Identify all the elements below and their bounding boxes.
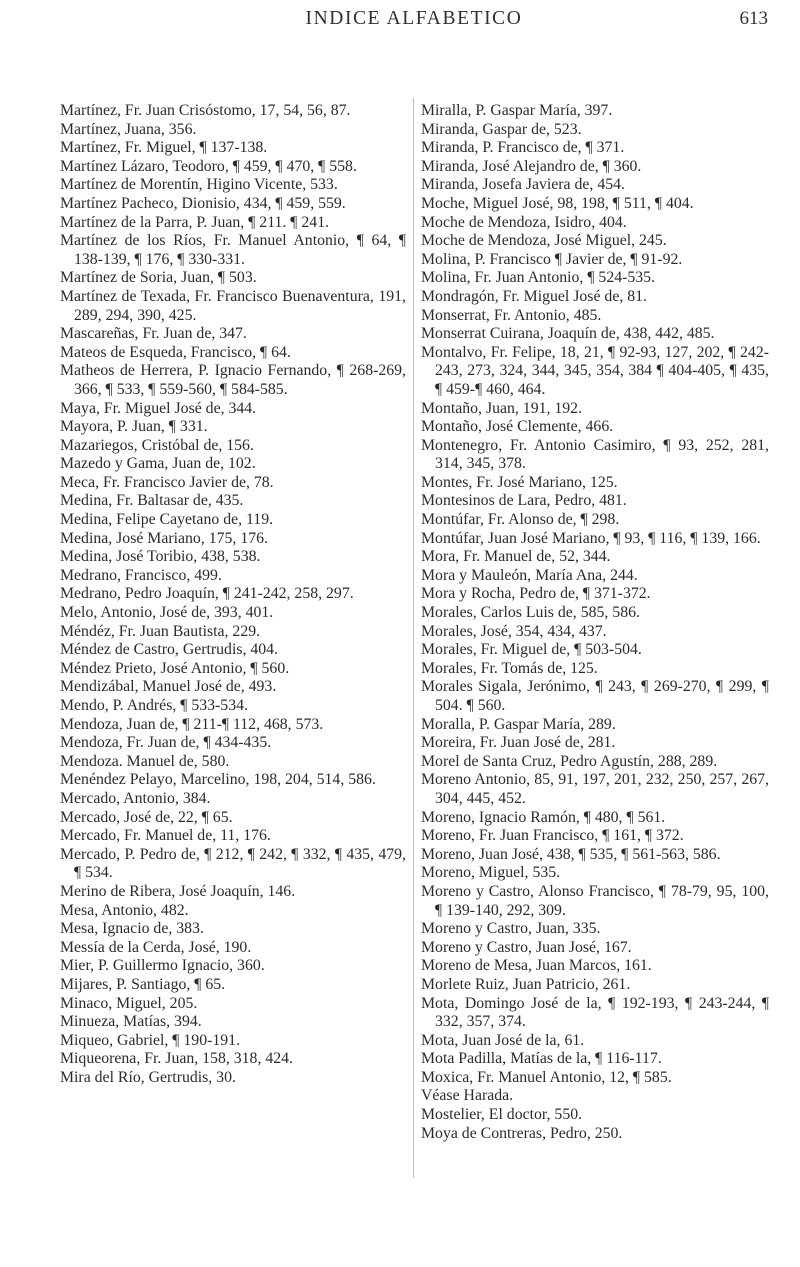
index-entry: Montúfar, Juan José Mariano, ¶ 93, ¶ 116, ¶ 139, 166.	[421, 529, 761, 547]
index-entry: Moxica, Fr. Manuel Antonio, 12, ¶ 585.	[421, 1068, 672, 1086]
index-entry: Moreno de Mesa, Juan Marcos, 161.	[421, 957, 652, 975]
index-entry: Moya de Contreras, Pedro, 250.	[421, 1124, 623, 1142]
index-entry: Moreira, Fr. Juan José de, 281.	[421, 734, 616, 752]
index-entry: Mora y Rocha, Pedro de, ¶ 371-372.	[421, 585, 651, 603]
index-entry: Martínez, Fr. Miguel, ¶ 137-138.	[60, 139, 268, 157]
index-entry: Montenegro, Fr. Antonio Casimiro, ¶ 93, 252, 281, 314, 345, 378.	[421, 436, 769, 473]
index-entry: Moche de Mendoza, José Miguel, 245.	[421, 232, 667, 250]
index-entry: Monserrat, Fr. Antonio, 485.	[421, 306, 602, 324]
index-entry: Mondragón, Fr. Miguel José de, 81.	[421, 287, 647, 305]
index-entry: Martínez de Texada, Fr. Francisco Buenaventura, 191, 289, 294, 390, 425.	[60, 287, 406, 324]
index-entry: Morales, Fr. Tomás de, 125.	[421, 659, 598, 677]
index-entry: Mascareñas, Fr. Juan de, 347.	[60, 325, 247, 343]
index-entry: Mira del Río, Gertrudis, 30.	[60, 1068, 236, 1086]
index-entry: Mayora, P. Juan, ¶ 331.	[60, 418, 208, 436]
index-entry: Miralla, P. Gaspar María, 397.	[421, 102, 613, 119]
index-entry: Miqueo, Gabriel, ¶ 190-191.	[60, 1031, 241, 1049]
index-column-right	[421, 102, 769, 1143]
index-entry: Mercado, José de, 22, ¶ 65.	[60, 808, 233, 826]
index-entry: Mota, Juan José de la, 61.	[421, 1031, 585, 1049]
index-entry: Mier, P. Guillermo Ignacio, 360.	[60, 957, 265, 975]
index-entry: Minaco, Miguel, 205.	[60, 994, 198, 1012]
index-entry: Martínez de los Ríos, Fr. Manuel Antonio, ¶ 64, ¶ 138-139, ¶ 176, ¶ 330-331.	[60, 232, 406, 268]
index-entry: Montesinos de Lara, Pedro, 481.	[421, 492, 627, 510]
index-entry: Medina, José Toribio, 438, 538.	[60, 548, 261, 566]
index-entry: Montes, Fr. José Mariano, 125.	[421, 473, 618, 491]
index-entry: Miranda, Josefa Javiera de, 454.	[421, 176, 625, 194]
index-entry: Medrano, Francisco, 499.	[60, 566, 222, 584]
index-entry: Menéndez Pelayo, Marcelino, 198, 204, 514, 586.	[60, 771, 376, 789]
index-entry: Mesa, Antonio, 482.	[60, 901, 189, 919]
running-title: INDICE ALFABETICO	[305, 8, 523, 29]
index-entry: Molina, Fr. Juan Antonio, ¶ 524-535.	[421, 269, 656, 287]
index-entry: Martínez de la Parra, P. Juan, ¶ 211. ¶ 241.	[60, 213, 330, 231]
index-entry: Mazedo y Gama, Juan de, 102.	[60, 455, 256, 473]
index-entry: Moreno y Castro, Alonso Francisco, ¶ 78-79, 95, 100, ¶ 139-140, 292, 309.	[421, 882, 769, 919]
index-entry: Martínez de Soria, Juan, ¶ 503.	[60, 269, 257, 287]
index-entry: Martínez, Juana, 356.	[60, 120, 197, 138]
index-entry: Mendoza. Manuel de, 580.	[60, 752, 230, 770]
index-entry: Moreno, Miguel, 535.	[421, 864, 561, 882]
index-entry: Mazariegos, Cristóbal de, 156.	[60, 436, 254, 454]
index-entry: Merino de Ribera, José Joaquín, 146.	[60, 882, 296, 900]
index-entry: Medina, Felipe Cayetano de, 119.	[60, 511, 274, 529]
index-entry: Moreno, Fr. Juan Francisco, ¶ 161, ¶ 372.	[421, 827, 684, 845]
index-entry: Moche de Mendoza, Isidro, 404.	[421, 213, 627, 231]
index-entry: Morel de Santa Cruz, Pedro Agustín, 288, 289.	[421, 752, 718, 770]
index-column-left	[60, 102, 406, 1087]
index-entry: Monserrat Cuirana, Joaquín de, 438, 442, 485.	[421, 325, 715, 343]
index-entry: Moche, Miguel José, 98, 198, ¶ 511, ¶ 404.	[421, 194, 694, 212]
index-entry: Mesa, Ignacio de, 383.	[60, 920, 204, 938]
index-entry: Miranda, Gaspar de, 523.	[421, 120, 582, 138]
index-entry: Miranda, P. Francisco de, ¶ 371.	[421, 139, 625, 157]
page-header	[60, 8, 768, 48]
index-entry: Moralla, P. Gaspar María, 289.	[421, 715, 616, 733]
index-entry: Mendizábal, Manuel José de, 493.	[60, 678, 277, 696]
index-entry: Montúfar, Fr. Alonso de, ¶ 298.	[421, 511, 620, 529]
index-entry: Mora y Mauleón, María Ana, 244.	[421, 566, 638, 584]
index-entry: Morales, José, 354, 434, 437.	[421, 622, 607, 640]
index-entry: Montaño, José Clemente, 466.	[421, 418, 614, 436]
index-entry: Meca, Fr. Francisco Javier de, 78.	[60, 473, 274, 491]
index-entry: Medina, José Mariano, 175, 176.	[60, 529, 268, 547]
index-entry: Méndéz, Fr. Juan Bautista, 229.	[60, 622, 261, 640]
index-entry: Miqueorena, Fr. Juan, 158, 318, 424.	[60, 1050, 293, 1068]
index-entry: Matheos de Herrera, P. Ignacio Fernando, ¶ 268-269, 366, ¶ 533, ¶ 559-560, ¶ 584-585.	[60, 362, 406, 398]
index-entry: Morales, Fr. Miguel de, ¶ 503-504.	[421, 641, 642, 659]
index-entry: Mendoza, Juan de, ¶ 211-¶ 112, 468, 573.	[60, 715, 324, 733]
index-entry: Mercado, P. Pedro de, ¶ 212, ¶ 242, ¶ 332, ¶ 435, 479, ¶ 534.	[60, 845, 406, 882]
index-entry: Martínez Pacheco, Dionisio, 434, ¶ 459, 559.	[60, 194, 346, 212]
index-entry: Montalvo, Fr. Felipe, 18, 21, ¶ 92-93, 127, 202, ¶ 242-243, 273, 324, 344, 345, 354, 384 ¶ 404-405, ¶ 435, ¶ 459-¶ 460, 464.	[421, 343, 769, 398]
index-entry: Maya, Fr. Miguel José de, 344.	[60, 399, 257, 417]
index-entry: Véase Harada.	[421, 1087, 514, 1105]
index-entry: Medina, Fr. Baltasar de, 435.	[60, 492, 244, 510]
page-number: 613	[739, 8, 768, 29]
index-entry: Morlete Ruiz, Juan Patricio, 261.	[421, 975, 631, 993]
index-entry: Mostelier, El doctor, 550.	[421, 1106, 583, 1124]
index-entry: Mercado, Fr. Manuel de, 11, 176.	[60, 827, 271, 845]
index-entry: Moreno Antonio, 85, 91, 197, 201, 232, 250, 257, 267, 304, 445, 452.	[421, 771, 769, 807]
index-entry: Mendo, P. Andrés, ¶ 533-534.	[60, 697, 248, 714]
index-entry: Mijares, P. Santiago, ¶ 65.	[60, 975, 226, 993]
index-entry: Miranda, José Alejandro de, ¶ 360.	[421, 157, 642, 175]
index-entry: Mendoza, Fr. Juan de, ¶ 434-435.	[60, 734, 272, 752]
index-entry: Mota Padilla, Matías de la, ¶ 116-117.	[421, 1050, 662, 1068]
index-entry: Montaño, Juan, 191, 192.	[421, 399, 583, 417]
index-entry: Méndez de Castro, Gertrudis, 404.	[60, 641, 279, 659]
index-entry: Martínez, Fr. Juan Crisóstomo, 17, 54, 56, 87.	[60, 102, 351, 119]
index-entry: Moreno y Castro, Juan José, 167.	[421, 938, 632, 956]
index-entry: Messía de la Cerda, José, 190.	[60, 938, 252, 956]
index-entry: Martínez de Morentín, Higino Vicente, 533.	[60, 176, 338, 194]
index-entry: Mercado, Antonio, 384.	[60, 789, 211, 807]
index-entry: Martínez Lázaro, Teodoro, ¶ 459, ¶ 470, ¶ 558.	[60, 157, 357, 175]
index-entry: Mora, Fr. Manuel de, 52, 344.	[421, 548, 611, 566]
index-entry: Méndez Prieto, José Antonio, ¶ 560.	[60, 659, 290, 677]
index-entry: Morales, Carlos Luis de, 585, 586.	[421, 604, 640, 622]
index-entry: Morales Sigala, Jerónimo, ¶ 243, ¶ 269-270, ¶ 299, ¶ 504. ¶ 560.	[421, 678, 769, 714]
index-entry: Mateos de Esqueda, Francisco, ¶ 64.	[60, 343, 291, 361]
index-entry: Molina, P. Francisco ¶ Javier de, ¶ 91-92.	[421, 250, 683, 268]
index-entry: Moreno y Castro, Juan, 335.	[421, 920, 601, 938]
index-entry: Mota, Domingo José de la, ¶ 192-193, ¶ 243-244, ¶ 332, 357, 374.	[421, 994, 769, 1031]
index-entry: Minueza, Matías, 394.	[60, 1013, 202, 1031]
column-divider	[413, 98, 414, 1178]
index-entry: Moreno, Ignacio Ramón, ¶ 480, ¶ 561.	[421, 808, 666, 826]
index-entry: Melo, Antonio, José de, 393, 401.	[60, 604, 274, 622]
index-entry: Moreno, Juan José, 438, ¶ 535, ¶ 561-563, 586.	[421, 845, 721, 863]
index-entry: Medrano, Pedro Joaquín, ¶ 241-242, 258, 297.	[60, 585, 354, 603]
